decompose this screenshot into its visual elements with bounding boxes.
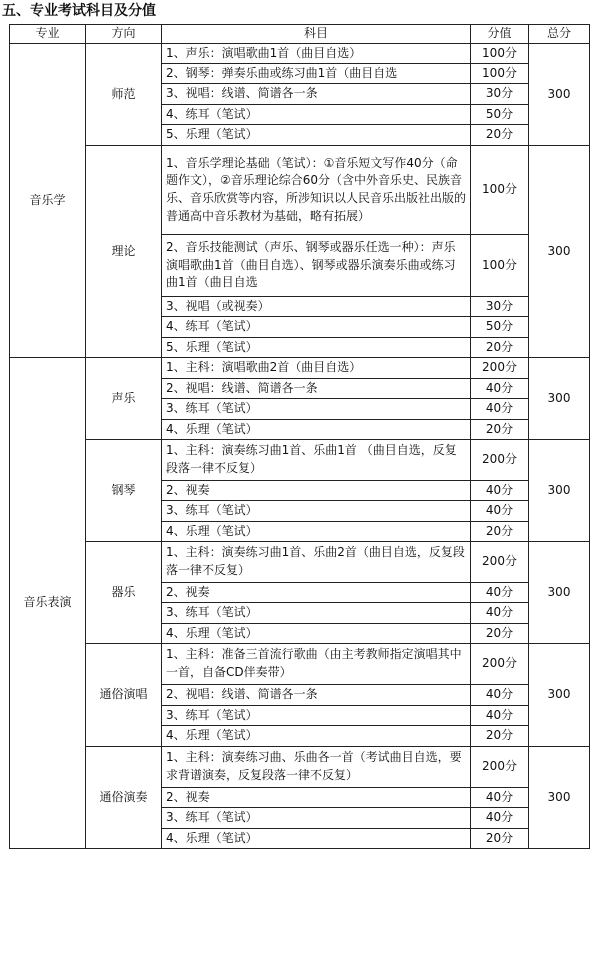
subject-cell: 5、乐理（笔试） xyxy=(162,125,471,146)
subject-cell: 2、音乐技能测试（声乐、钢琴或器乐任选一种）：声乐演唱歌曲1首（曲目自选）、钢琴或器乐演奏乐曲或练习曲1首（曲目自选 xyxy=(162,235,471,297)
subject-cell: 1、主科：准备三首流行歌曲（由主考教师指定演唱其中一首，自备CD伴奏带） xyxy=(162,644,471,685)
score-cell: 200分 xyxy=(471,747,529,788)
subject-cell: 3、练耳（笔试） xyxy=(162,399,471,420)
subject-cell: 2、视奏 xyxy=(162,788,471,808)
subject-cell: 1、主科：演奏练习曲、乐曲各一首（考试曲目自选，要求背谱演奏，反复段落一律不反复） xyxy=(162,747,471,788)
score-cell: 20分 xyxy=(471,522,529,542)
subject-cell: 4、乐理（笔试） xyxy=(162,420,471,440)
score-cell: 200分 xyxy=(471,358,529,379)
score-cell: 20分 xyxy=(471,420,529,440)
score-cell: 50分 xyxy=(471,105,529,125)
table-row xyxy=(10,146,590,235)
score-cell: 100分 xyxy=(471,44,529,64)
subject-cell: 4、乐理（笔试） xyxy=(162,624,471,644)
score-cell: 100分 xyxy=(471,235,529,297)
score-cell: 20分 xyxy=(471,624,529,644)
subject-cell: 2、视唱：线谱、简谱各一条 xyxy=(162,379,471,399)
table-row xyxy=(10,747,590,788)
subject-cell: 3、练耳（笔试） xyxy=(162,808,471,829)
subject-cell: 4、乐理（笔试） xyxy=(162,829,471,849)
subject-cell: 2、视奏 xyxy=(162,583,471,603)
header-direction: 方向 xyxy=(86,25,162,44)
subject-cell: 2、视奏 xyxy=(162,481,471,501)
score-cell: 40分 xyxy=(471,481,529,501)
score-cell: 40分 xyxy=(471,603,529,624)
header-row xyxy=(10,25,590,44)
direction-cell: 器乐 xyxy=(86,542,162,644)
direction-cell: 通俗演奏 xyxy=(86,747,162,849)
score-cell: 200分 xyxy=(471,440,529,481)
subject-cell: 2、视唱：线谱、简谱各一条 xyxy=(162,685,471,706)
exam-subjects-table xyxy=(9,24,590,849)
total-cell: 300 xyxy=(529,44,590,146)
score-cell: 50分 xyxy=(471,317,529,338)
subject-cell: 3、视唱：线谱、简谱各一条 xyxy=(162,84,471,105)
subject-cell: 3、练耳（笔试） xyxy=(162,501,471,522)
score-cell: 20分 xyxy=(471,338,529,358)
score-cell: 20分 xyxy=(471,125,529,146)
score-cell: 40分 xyxy=(471,583,529,603)
direction-cell: 理论 xyxy=(86,146,162,358)
subject-cell: 3、练耳（笔试） xyxy=(162,603,471,624)
table-row xyxy=(10,644,590,685)
subject-cell: 4、练耳（笔试） xyxy=(162,317,471,338)
subject-cell: 1、主科：演唱歌曲2首（曲目自选） xyxy=(162,358,471,379)
score-cell: 40分 xyxy=(471,808,529,829)
page-title: 五、专业考试科目及分值 xyxy=(2,3,156,19)
score-cell: 40分 xyxy=(471,379,529,399)
score-cell: 20分 xyxy=(471,726,529,747)
table-row xyxy=(10,358,590,379)
subject-cell: 3、练耳（笔试） xyxy=(162,706,471,726)
subject-cell: 1、主科：演奏练习曲1首、乐曲1首 （曲目自选，反复段落一律不反复） xyxy=(162,440,471,481)
subject-cell: 4、乐理（笔试） xyxy=(162,522,471,542)
subject-cell: 5、乐理（笔试） xyxy=(162,338,471,358)
header-score: 分值 xyxy=(471,25,529,44)
score-cell: 40分 xyxy=(471,399,529,420)
score-cell: 100分 xyxy=(471,64,529,84)
total-cell: 300 xyxy=(529,358,590,440)
subject-cell: 2、钢琴：弹奏乐曲或练习曲1首（曲目自选 xyxy=(162,64,471,84)
score-cell: 100分 xyxy=(471,146,529,235)
table-body xyxy=(10,44,590,849)
direction-cell: 声乐 xyxy=(86,358,162,440)
header-subject: 科目 xyxy=(162,25,471,44)
subject-cell: 1、音乐学理论基础（笔试）：①音乐短文写作40分（命题作文），②音乐理论综合60分（含中外音乐史、民族音乐、音乐欣赏等内容，所涉知识以人民音乐出版社出版的普通高中音乐教材为基础，略有拓展） xyxy=(162,146,471,235)
total-cell: 300 xyxy=(529,440,590,542)
score-cell: 20分 xyxy=(471,829,529,849)
subject-cell: 4、乐理（笔试） xyxy=(162,726,471,747)
header-major: 专业 xyxy=(10,25,86,44)
score-cell: 200分 xyxy=(471,644,529,685)
score-cell: 30分 xyxy=(471,297,529,317)
total-cell: 300 xyxy=(529,644,590,747)
total-cell: 300 xyxy=(529,146,590,358)
header-total: 总分 xyxy=(529,25,590,44)
subject-cell: 4、练耳（笔试） xyxy=(162,105,471,125)
direction-cell: 钢琴 xyxy=(86,440,162,542)
major-cell: 音乐学 xyxy=(10,44,86,358)
table-row xyxy=(10,440,590,481)
total-cell: 300 xyxy=(529,542,590,644)
total-cell: 300 xyxy=(529,747,590,849)
subject-cell: 1、主科：演奏练习曲1首、乐曲2首（曲目自选，反复段落一律不反复） xyxy=(162,542,471,583)
table-row xyxy=(10,542,590,583)
direction-cell: 师范 xyxy=(86,44,162,146)
subject-cell: 1、声乐：演唱歌曲1首（曲目自选） xyxy=(162,44,471,64)
score-cell: 40分 xyxy=(471,501,529,522)
score-cell: 200分 xyxy=(471,542,529,583)
table-row xyxy=(10,44,590,64)
score-cell: 40分 xyxy=(471,685,529,706)
subject-cell: 3、视唱（或视奏） xyxy=(162,297,471,317)
major-cell: 音乐表演 xyxy=(10,358,86,849)
score-cell: 30分 xyxy=(471,84,529,105)
score-cell: 40分 xyxy=(471,788,529,808)
direction-cell: 通俗演唱 xyxy=(86,644,162,747)
score-cell: 40分 xyxy=(471,706,529,726)
